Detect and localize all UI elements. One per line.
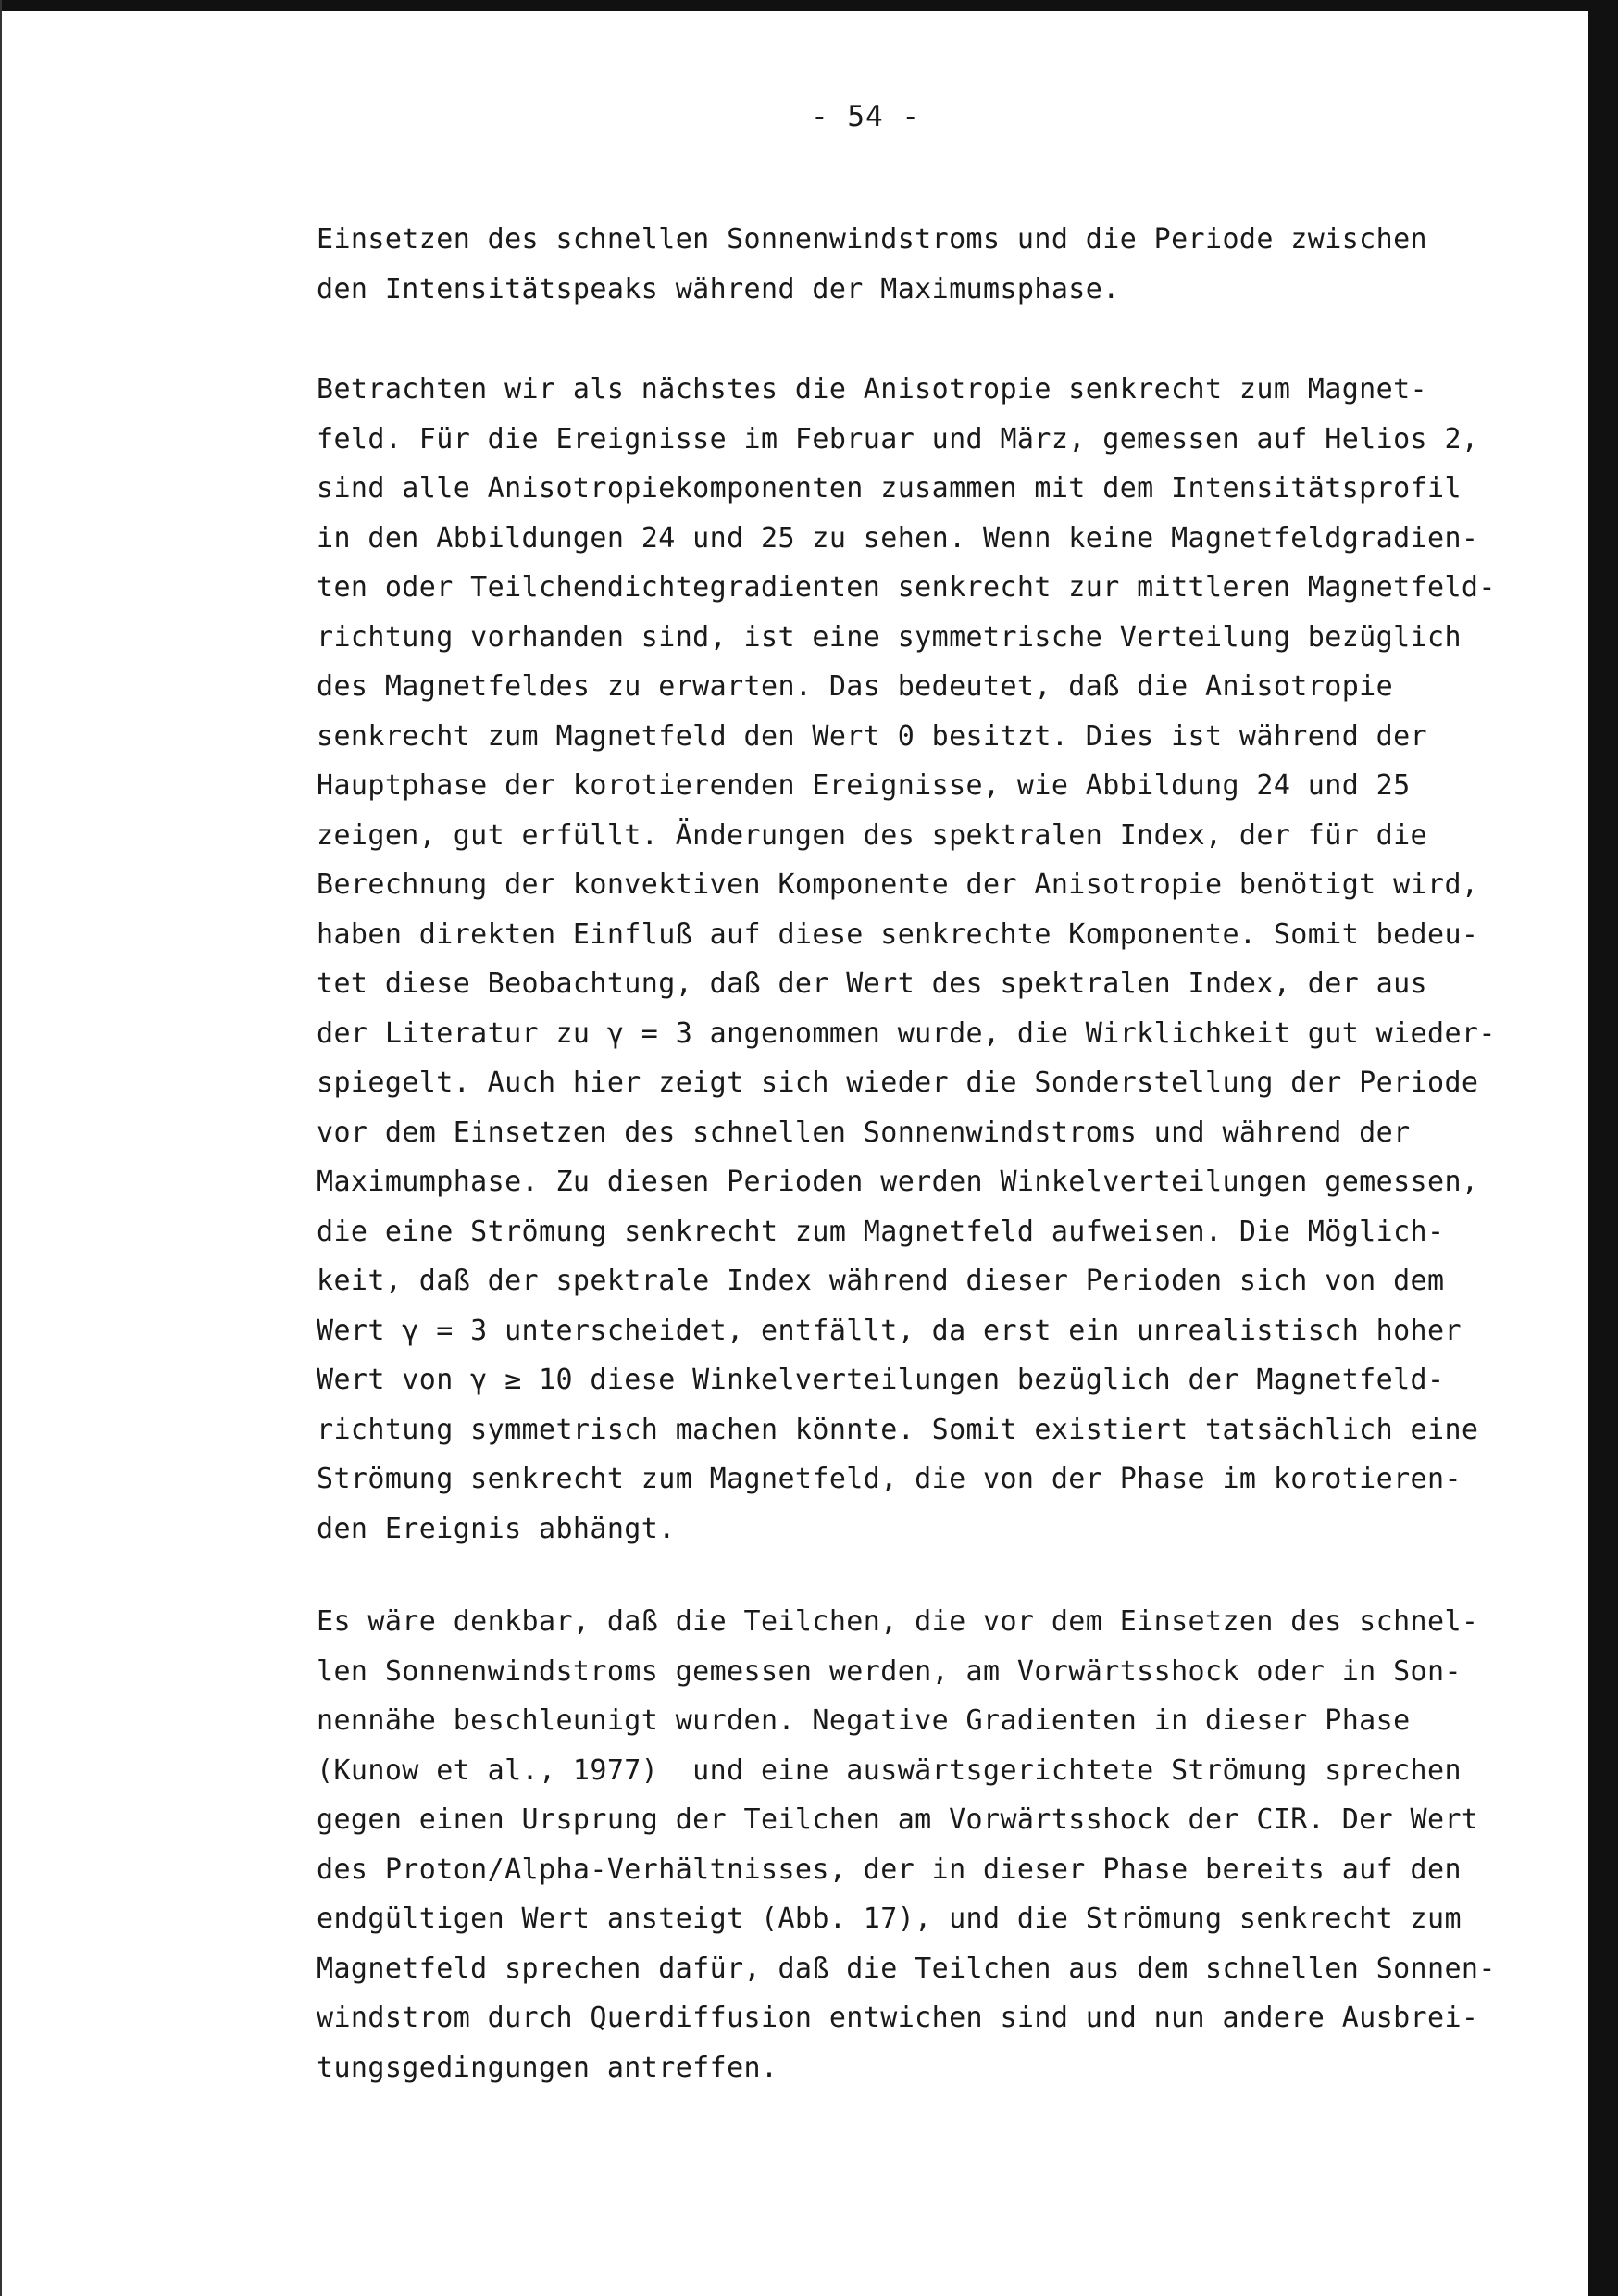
scan-border-left (0, 0, 2, 2296)
text-line: keit, daß der spektrale Index während dieser Perioden sich von dem (317, 1265, 1445, 1297)
text-line: Einsetzen des schnellen Sonnenwindstroms und die Periode zwischen (317, 223, 1427, 256)
text-line: haben direkten Einfluß auf diese senkrechte Komponente. Somit bedeu- (317, 917, 1479, 951)
paragraph-2 (317, 365, 1496, 1554)
text-line: Wert von γ ≥ 10 diese Winkelverteilungen bezüglich der Magnetfeld- (317, 1364, 1445, 1396)
text-line: windstrom durch Querdiffusion entwichen sind und nun andere Ausbrei- (317, 2002, 1479, 2034)
text-line: Magnetfeld sprechen dafür, daß die Teilchen aus dem schnellen Sonnen- (317, 1952, 1496, 1985)
text-line: des Magnetfeldes zu erwarten. Das bedeutet, daß die Anisotropie (317, 670, 1394, 703)
text-line: Maximumphase. Zu diesen Perioden werden Winkelverteilungen gemessen, (317, 1166, 1479, 1198)
scan-border-top (0, 0, 1618, 11)
scan-border-right (1588, 0, 1618, 2296)
text-line: tungsgedingungen antreffen. (317, 2051, 778, 2084)
text-line: gegen einen Ursprung der Teilchen am Vorwärtsshock der CIR. Der Wert (317, 1803, 1479, 1836)
text-line: Wert γ = 3 unterscheidet, entfällt, da erst ein unrealistisch hoher (317, 1314, 1462, 1347)
text-line: sind alle Anisotropiekomponenten zusammen mit dem Intensitätsprofil (317, 472, 1462, 505)
paragraph-3 (317, 1597, 1496, 2092)
paragraph-1 (317, 215, 1427, 314)
text-line: feld. Für die Ereignisse im Februar und März, gemessen auf Helios 2, (317, 422, 1479, 455)
text-line: endgültigen Wert ansteigt (Abb. 17), und die Strömung senkrecht zum (317, 1903, 1462, 1935)
text-line: der Literatur zu γ = 3 angenommen wurde, die Wirklichkeit gut wieder- (317, 1017, 1496, 1050)
text-line: die eine Strömung senkrecht zum Magnetfeld aufweisen. Die Möglich- (317, 1215, 1445, 1248)
text-line: in den Abbildungen 24 und 25 zu sehen. Wenn keine Magnetfeldgradien- (317, 521, 1479, 555)
page-number: - 54 - (811, 100, 920, 133)
text-line: richtung symmetrisch machen könnte. Somit existiert tatsächlich eine (317, 1413, 1479, 1446)
text-line: den Intensitätspeaks während der Maximumsphase. (317, 272, 1120, 306)
text-line: des Proton/Alpha-Verhältnisses, der in dieser Phase bereits auf den (317, 1853, 1462, 1886)
text-line: senkrecht zum Magnetfeld den Wert 0 besitzt. Dies ist während der (317, 719, 1427, 753)
text-line: Es wäre denkbar, daß die Teilchen, die vor dem Einsetzen des schnel- (317, 1605, 1479, 1638)
text-line: Strömung senkrecht zum Magnetfeld, die von der Phase im korotieren- (317, 1463, 1462, 1495)
text-line: Hauptphase der korotierenden Ereignisse, wie Abbildung 24 und 25 (317, 769, 1411, 802)
text-line: den Ereignis abhängt. (317, 1512, 676, 1545)
text-line: nennähe beschleunigt wurden. Negative Gradienten in dieser Phase (317, 1704, 1411, 1737)
text-line: ten oder Teilchendichtegradienten senkrecht zur mittleren Magnetfeld- (317, 571, 1496, 604)
text-line: Betrachten wir als nächstes die Anisotropie senkrecht zum Magnet- (317, 373, 1427, 406)
text-line: richtung vorhanden sind, ist eine symmetrische Verteilung bezüglich (317, 620, 1462, 654)
text-line: len Sonnenwindstroms gemessen werden, am Vorwärtsshock oder in Son- (317, 1654, 1462, 1688)
text-line: tet diese Beobachtung, daß der Wert des spektralen Index, der aus (317, 967, 1427, 1000)
text-line: vor dem Einsetzen des schnellen Sonnenwindstroms und während der (317, 1116, 1411, 1149)
text-line: spiegelt. Auch hier zeigt sich wieder die Sonderstellung der Periode (317, 1067, 1479, 1099)
text-line: zeigen, gut erfüllt. Änderungen des spektralen Index, der für die (317, 818, 1427, 852)
text-line: (Kunow et al., 1977) und eine auswärtsgerichtete Strömung sprechen (317, 1753, 1462, 1787)
text-line: Berechnung der konvektiven Komponente der Anisotropie benötigt wird, (317, 868, 1479, 901)
